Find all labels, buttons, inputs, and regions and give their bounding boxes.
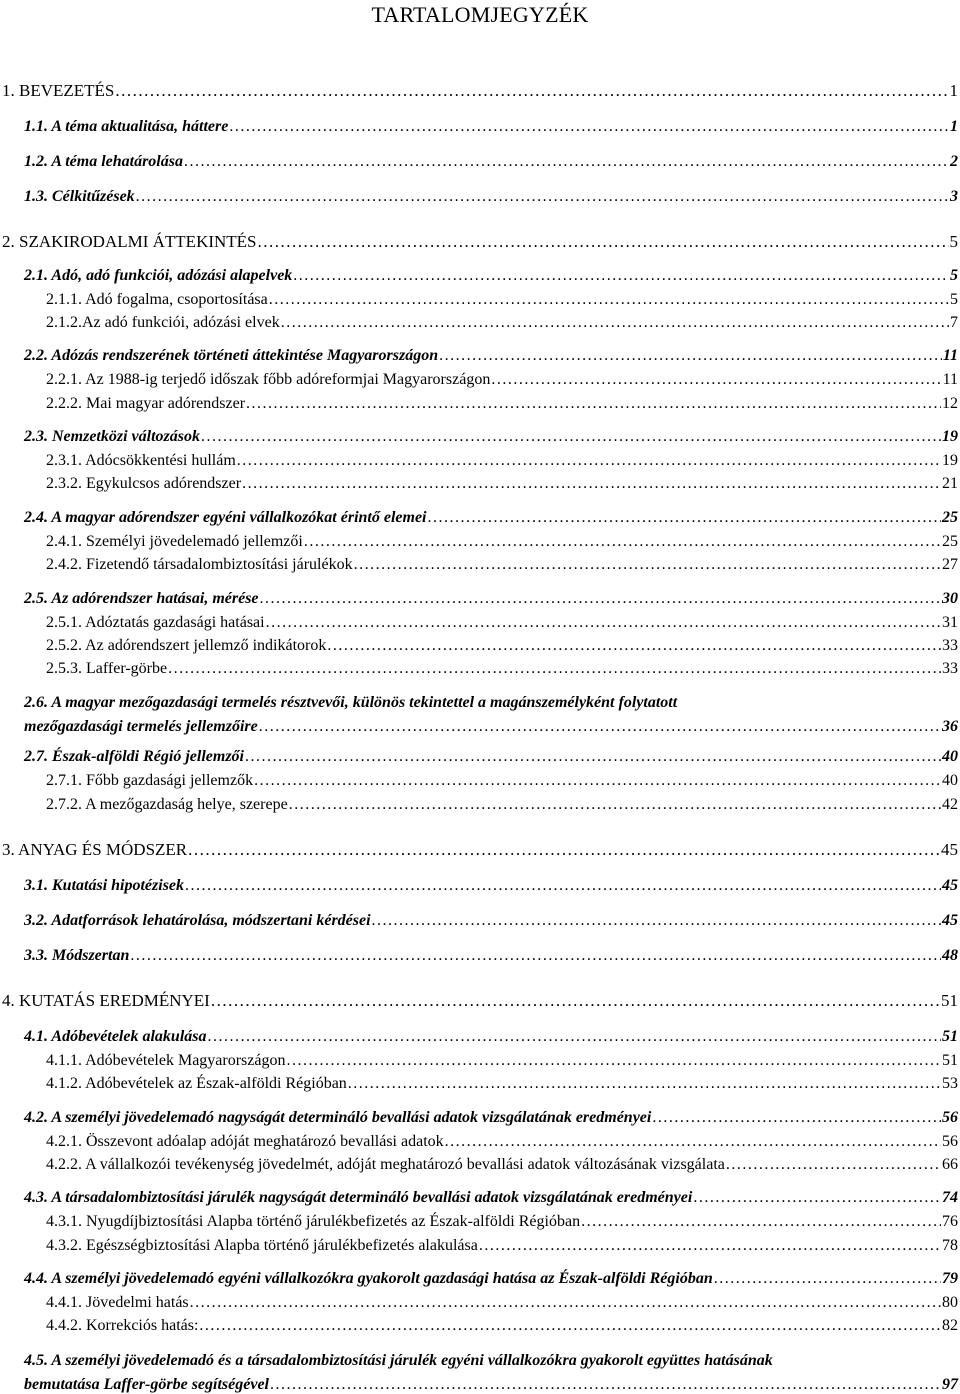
toc-entry-page-number: 97 [942,1376,958,1393]
toc-entry-page-number: 33 [942,637,958,654]
toc-entry[interactable] [46,290,958,309]
toc-entry-label: 1. BEVEZETÉS [2,81,115,100]
toc-entry[interactable] [46,1293,958,1312]
toc-entry-page-number: 56 [942,1133,958,1150]
toc-entry[interactable] [24,1188,958,1207]
toc-entry[interactable] [24,346,958,365]
dot-leader [270,1375,941,1394]
toc-entry-label: 1.2. A téma lehatárolása [24,153,183,170]
dot-leader [439,346,942,365]
toc-entry-page-number: 11 [942,347,958,364]
toc-entry[interactable] [24,508,958,527]
dot-leader [208,1027,942,1046]
toc-entry-page-number: 51 [942,1028,958,1045]
dot-leader [211,991,940,1010]
toc-entry-page-number: 79 [942,1270,958,1287]
toc-entry[interactable] [46,1236,958,1255]
toc-entry[interactable] [46,394,958,413]
toc-entry-page-number: 42 [942,796,958,813]
dot-leader [254,771,941,790]
toc-entry-page-number: 56 [942,1109,958,1126]
dot-leader [246,394,941,413]
dot-leader [199,1316,941,1335]
toc-entry[interactable] [46,613,958,632]
toc-entry-label: 4.4.2. Korrekciós hatás: [46,1317,199,1334]
dot-leader [168,659,941,678]
toc-entry[interactable] [24,911,958,930]
toc-entry-label: 2.4. A magyar adórendszer egyéni vállalkozókat érintő elemei [24,509,427,526]
toc-entry-label: 4.1.1. Adóbevételek Magyarországon [46,1052,286,1069]
toc-entry[interactable] [46,795,958,814]
dot-leader [293,266,949,285]
toc-entry-label: 2.7.1. Főbb gazdasági jellemzők [46,772,254,789]
dot-leader [258,232,949,251]
dot-leader [269,290,949,309]
toc-entry-label-line1: 2.6. A magyar mezőgazdasági termelés résztvevői, különös tekintettel a magánszemélyként folytatott [24,694,678,711]
toc-entry[interactable] [24,427,958,446]
toc-entry-label: 2.5.3. Laffer-görbe [46,660,168,677]
dot-leader [115,81,948,100]
toc-entry-label: 4.3.1. Nyugdíjbiztosítási Alapba történő járulékbefizetés az Észak-alföldi Régióban [46,1213,581,1230]
toc-entry[interactable] [24,589,958,608]
toc-entry-label: 2.5.1. Adóztatás gazdasági hatásai [46,614,265,631]
dot-leader [266,613,941,632]
dot-leader [726,1155,941,1174]
toc-entry[interactable] [24,117,958,136]
page-title: TARTALOMJEGYZÉK [371,2,589,27]
toc-entry-label: 4.2.2. A vállalkozói tevékenység jövedelmét, adóját meghatározó bevallási adatok változásának vizsgálata [46,1156,725,1173]
toc-entry-page-number: 12 [942,395,958,412]
toc-entry-label: 2.3. Nemzetközi változások [24,428,200,445]
dot-leader [428,508,942,527]
toc-entry-page-number: 78 [942,1237,958,1254]
toc-entry-page-number: 1 [949,81,958,100]
toc-entry[interactable] [46,1074,958,1093]
toc-entry-label: 3. ANYAG ÉS MÓDSZER [2,840,188,859]
toc-entry-page-number: 1 [950,118,958,135]
toc-entry[interactable] [46,313,958,332]
toc-entry-label: 2.7.2. A mezőgazdaság helye, szerepe [46,796,288,813]
toc-entry[interactable] [24,876,958,895]
toc-entry[interactable] [2,232,958,251]
dot-leader [281,313,949,332]
dot-leader [652,1108,941,1127]
dot-leader [237,451,941,470]
toc-entry[interactable] [24,152,958,171]
toc-entry-page-number: 2 [950,153,958,170]
toc-entry-label: 2.1.1. Adó fogalma, csoportosítása [46,291,268,308]
toc-entry-label: 4. KUTATÁS EREDMÉNYEI [2,991,210,1010]
toc-entry-label: 2.2.2. Mai magyar adórendszer [46,395,246,412]
dot-leader [245,747,941,766]
toc-entry[interactable] [24,747,958,766]
toc-entry-label: 1.3. Célkitűzések [24,188,135,205]
dot-leader [259,717,941,736]
dot-leader [693,1188,941,1207]
toc-entry[interactable] [46,370,958,389]
toc-entry-label: 2.4.2. Fizetendő társadalombiztosítási járulékok [46,556,353,573]
toc-entry-label: 2.5.2. Az adórendszert jellemző indikátorok [46,637,327,654]
toc-entry[interactable] [24,1027,958,1046]
toc-entry[interactable] [24,187,958,206]
dot-leader [242,474,941,493]
dot-leader [185,876,941,895]
toc-entry-label: mezőgazdasági termelés jellemzőire [24,718,258,735]
toc-entry[interactable] [24,1108,958,1127]
toc-entry-label: 2.7. Észak-alföldi Régió jellemzői [24,748,244,765]
toc-entry-page-number: 21 [942,475,958,492]
toc-entry-label: 2.5. Az adórendszer hatásai, mérése [24,590,259,607]
toc-entry[interactable] [46,474,958,493]
toc-entry-page-number: 25 [942,533,958,550]
toc-entry[interactable] [46,771,958,790]
dot-leader [201,427,941,446]
toc-entry-page-number: 76 [942,1213,958,1230]
dot-leader [136,187,949,206]
toc-entry[interactable] [2,840,958,859]
toc-entry-label: 3.1. Kutatási hipotézisek [24,877,185,894]
toc-entry-page-number: 30 [942,590,958,607]
toc-entry-label: 2.3.2. Egykulcsos adórendszer [46,475,242,492]
toc-entry-page-number: 53 [942,1075,958,1092]
toc-entry-label: 4.2. A személyi jövedelemadó nagyságát determináló bevallási adatok vizsgálatának eredményei [24,1109,652,1126]
toc-entry-page-number: 5 [950,267,958,284]
toc-entry[interactable] [46,1155,958,1174]
toc-entry-page-number: 74 [942,1189,958,1206]
dot-leader [304,532,941,551]
dot-leader [445,1132,941,1151]
toc-entry-page-number: 45 [942,877,958,894]
dot-leader [348,1074,941,1093]
toc-entry-page-number: 11 [942,371,958,388]
toc-entry[interactable] [24,266,958,285]
toc-entry-page-number: 82 [942,1317,958,1334]
toc-entry[interactable] [2,991,958,1010]
toc-entry-label: 2.4.1. Személyi jövedelemadó jellemzői [46,533,303,550]
toc-entry-page-number: 5 [949,232,958,251]
toc-entry-page-number: 80 [942,1294,958,1311]
toc-entry[interactable] [46,636,958,655]
dot-leader [581,1212,941,1231]
toc-entry[interactable] [46,532,958,551]
toc-entry-label: 1.1. A téma aktualitása, háttere [24,118,229,135]
toc-entry-label: 2.1. Adó, adó funkciói, adózási alapelvek [24,267,293,284]
dot-leader [714,1269,941,1288]
toc-entry[interactable] [46,1132,958,1151]
toc-entry-label: 4.2.1. Összevont adóalap adóját meghatározó bevallási adatok [46,1133,444,1150]
dot-leader [260,589,941,608]
toc-entry[interactable] [46,1051,958,1070]
toc-entry-label: 4.4.1. Jövedelmi hatás [46,1294,189,1311]
toc-entry[interactable] [24,1350,958,1394]
toc-entry-label: bemutatása Laffer-görbe segítségével [24,1376,269,1393]
toc-entry-page-number: 48 [942,947,958,964]
dot-leader [479,1236,941,1255]
toc-entry-page-number: 25 [942,509,958,526]
dot-leader [190,1293,941,1312]
dot-leader [327,636,941,655]
toc-entry-page-number: 40 [942,748,958,765]
toc-entry[interactable] [46,451,958,470]
toc-entry-label: 3.3. Módszertan [24,947,130,964]
toc-entry-label: 2.3.1. Adócsökkentési hullám [46,452,236,469]
toc-entry[interactable] [46,1316,958,1335]
toc-entry-page-number: 33 [942,660,958,677]
toc-entry-page-number: 36 [942,718,958,735]
toc-entry[interactable] [24,946,958,965]
toc-entry[interactable] [2,81,958,100]
dot-leader [184,152,949,171]
toc-entry-label: 4.3.2. Egészségbiztosítási Alapba történő járulékbefizetés alakulása [46,1237,478,1254]
dot-leader [188,840,940,859]
toc-entry-page-number: 19 [942,428,958,445]
dot-leader [289,795,941,814]
toc-entry[interactable] [46,1212,958,1231]
toc-entry-page-number: 19 [942,452,958,469]
toc-entry-page-number: 45 [942,912,958,929]
toc-entry-label: 2. SZAKIRODALMI ÁTTEKINTÉS [2,232,257,251]
toc-entry-label: 2.2. Adózás rendszerének történeti áttekintése Magyarországon [24,347,439,364]
dot-leader [372,911,941,930]
toc-entry-page-number: 66 [942,1156,958,1173]
toc-entry-label-line1: 4.5. A személyi jövedelemadó és a társadalombiztosítási járulék egyéni vállalkozókra gyakorolt együttes hatásának [24,1352,773,1369]
toc-entry[interactable] [46,555,958,574]
dot-leader [130,946,941,965]
toc-entry-page-number: 51 [941,991,958,1010]
dot-leader [229,117,949,136]
toc-entry-page-number: 45 [941,840,958,859]
toc-entry-page-number: 40 [942,772,958,789]
toc-entry-label: 2.1.2.Az adó funkciói, adózási elvek [46,314,280,331]
toc-entry[interactable] [46,659,958,678]
toc-entry-page-number: 3 [950,188,958,205]
toc-entry-label: 2.2.1. Az 1988-ig terjedő időszak főbb adóreformjai Magyarországon [46,371,491,388]
toc-entry[interactable] [24,1269,958,1288]
toc-entry-page-number: 7 [950,314,958,331]
dot-leader [286,1051,941,1070]
toc-entry-page-number: 27 [942,556,958,573]
dot-leader [354,555,941,574]
toc-entry-page-number: 31 [942,614,958,631]
toc-entry-label: 4.1.2. Adóbevételek az Észak-alföldi Régióban [46,1075,347,1092]
toc-entry-page-number: 5 [950,291,958,308]
toc-entry-page-number: 51 [942,1052,958,1069]
toc-entry-label: 4.4. A személyi jövedelemadó egyéni vállalkozókra gyakorolt gazdasági hatása az Észak-alföldi Régióban [24,1270,713,1287]
toc-entry[interactable] [24,692,958,736]
dot-leader [491,370,941,389]
toc-entry-label: 4.3. A társadalombiztosítási járulék nagyságát determináló bevallási adatok vizsgálatának eredményei [24,1189,693,1206]
toc-entry-label: 4.1. Adóbevételek alakulása [24,1028,207,1045]
toc-entry-label: 3.2. Adatforrások lehatárolása, módszertani kérdései [24,912,371,929]
